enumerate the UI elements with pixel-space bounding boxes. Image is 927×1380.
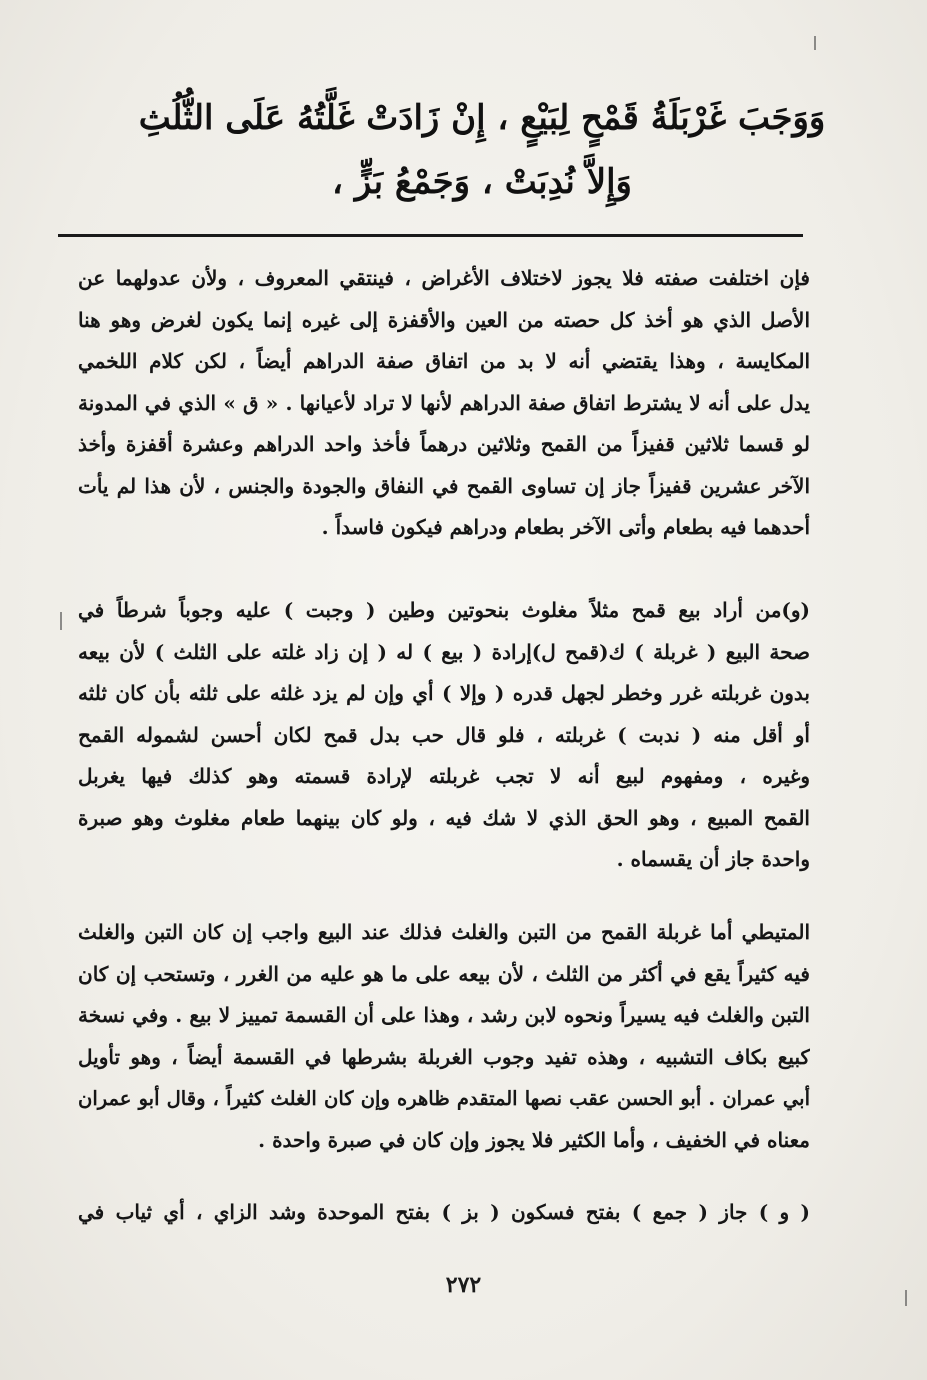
text-line: فيه كثيراً يقع في أكثر من الثلث ، لأن بيعه على ما هو عليه من الغرر ، وتستحب إن كان (78, 961, 810, 986)
text-line: أبي عمران . أبو الحسن عقب نصها المتقدم ظاهره وإن كان الغلث كثيراً ، وقال أبو عمران (78, 1087, 810, 1110)
scan-edge-mark (60, 612, 62, 630)
text-line: بدون غربلته غرر وخطر لجهل قدره ( وإلا ) أي وإن لم يزد غلثه على ثلثه بأن كان ثلثه (78, 681, 810, 705)
verse-line-1: وَوَجَبَ غَرْبَلَةُ قَمْحٍ لِبَيْعٍ ، إِنْ زَادَتْ غَلَّتُهُ عَلَى الثُّلُثِ (138, 98, 826, 138)
text-line: صحة البيع ( غربلة ) ك(قمح ل)إرادة ( بيع ) له ( إن زاد غلته على الثلث ) لأن بيعه (78, 639, 810, 664)
text-line: القمح المبيع ، وهو الحق الذي لا شك فيه ، ولو كان بينهما طعام مغلوث وهو صبرة (78, 805, 810, 830)
text-line: الأصل الذي هو أخذ كل حصته من العين والأقفزة إلى غيره إنما يكون لغرض وهو هنا (78, 307, 810, 332)
text-line: معناه في الخفيف ، وأما الكثير فلا يجوز وإن كان في صبرة واحدة . (258, 1127, 810, 1152)
text-line: واحدة جاز أن يقسماه . (616, 847, 810, 871)
verse-line-2: وَإِلاَّ نُدِبَتْ ، وَجَمْعُ بَزٍّ ، (332, 162, 632, 202)
text-line: المكايسة ، وهذا يقتضي أنه لا بد من اتفاق صفة الدراهم أيضاً ، لكن كلام اللخمي (78, 349, 810, 373)
text-line: فإن اختلفت صفته فلا يجوز لاختلاف الأغراض ، فينتقي المعروف ، ولأن عدولهما عن (78, 266, 810, 290)
text-line: ( و ) جاز ( جمع ) بفتح فسكون ( بز ) بفتح الموحدة وشد الزاي ، أي ثياب في (78, 1200, 810, 1224)
text-line: أو أقل منه ( ندبت ) غربلته ، فلو قال حب بدل قمح لكان أحسن لشموله القمح (78, 722, 810, 747)
text-line: المتيطي أما غربلة القمح من التبن والغلث فذلك عند البيع واجب إن كان التبن والغلث (78, 920, 810, 944)
text-line: يدل على أنه لا يشترط اتفاق صفة الدراهم لأنها لا تراد لأعيانها . « ق » الذي في المدونة (78, 390, 810, 415)
header-divider (58, 234, 803, 237)
text-line: (و)من أراد بيع قمح مثلاً مغلوث بنحوتين وطين ( وجبت ) عليه وجوباً شرطاً في (78, 598, 810, 622)
commentary-paragraph-2 (78, 590, 810, 881)
commentary-paragraph-1 (78, 258, 810, 549)
commentary-paragraph-3 (78, 912, 810, 1161)
text-line: الآخر عشرين قفيزاً جاز إن تساوى القمح في النفاق والجودة والجنس ، لأن هذا لم يأت (78, 473, 810, 498)
text-line: وغيره ، ومفهوم لبيع أنه لا تجب غربلته لإرادة قسمته وهو كذلك فيها يغربل (78, 764, 810, 788)
text-line: التبن والغلث فيه يسيراً ونحوه لابن رشد ، وهذا على أن القسمة تمييز لا بيع . وفي نسخة (78, 1003, 810, 1027)
text-line: لو قسما ثلاثين قفيزاً من القمح وثلاثين درهماً فأخذ واحد الدراهم وعشرة أقفزة وأخذ (78, 432, 810, 456)
text-line: أحدهما فيه بطعام وأتى الآخر بطعام ودراهم فيكون فاسداً . (321, 515, 810, 539)
text-line: كبيع بكاف التشبيه ، وهذه تفيد وجوب الغربلة بشرطها في القسمة أيضاً ، وهو تأويل (78, 1044, 810, 1069)
page-number: ٢٧٢ (445, 1272, 482, 1298)
commentary-paragraph-4 (78, 1192, 810, 1234)
scan-edge-mark (814, 36, 816, 50)
